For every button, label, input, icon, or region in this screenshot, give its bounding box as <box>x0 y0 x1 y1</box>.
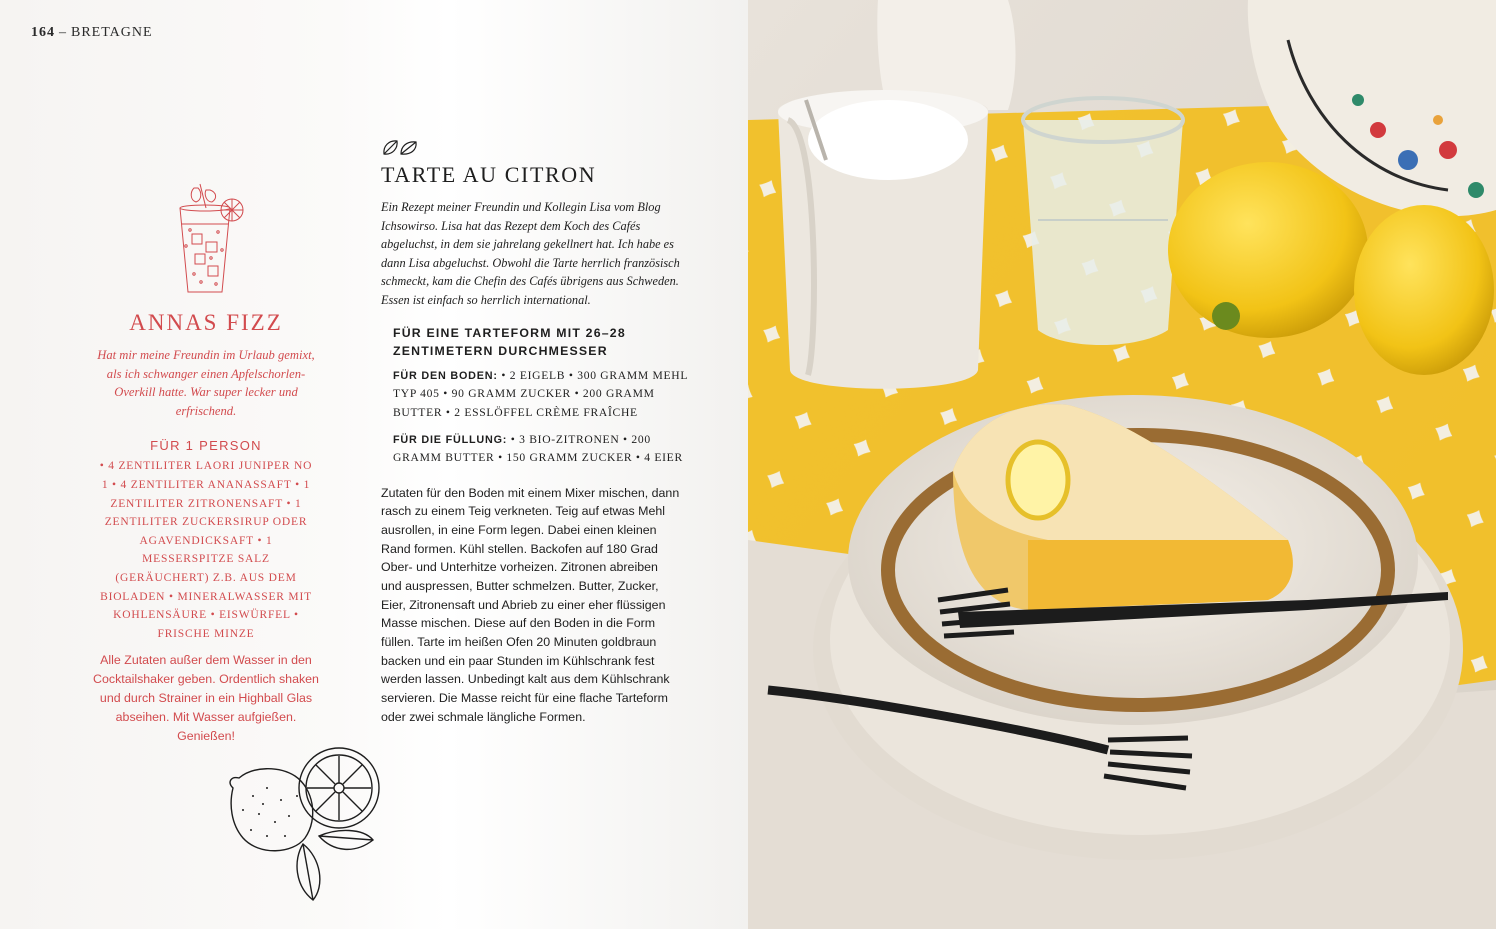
cocktail-method: Alle Zutaten außer dem Wasser in den Cocktailshaker geben. Ordentlich shaken und durch Strainer in ein Highball Glas abseihen. Mit Wasser aufgießen. Genießen! <box>93 653 319 743</box>
filling-label: FÜR DIE FÜLLUNG: <box>393 433 508 446</box>
cocktail-ingredients: • 4 ZENTILITER LAORI JUNIPER NO 1 • 4 ZENTILITER ANANASSAFT • 1 ZENTILITER ZITRONENSAFT • 1 ZENTILITER ZUCKERSIRUP ODER AGAVENDICKSAFT • 1 MESSERSPITZE SALZ (GERÄUCHERT) Z.B. AUS DEM BIOLADEN • MINERALWASSER MIT KOHLENSÄURE • EISWÜRFEL • FRISCHE MINZE <box>99 460 313 640</box>
tarte-photo <box>748 0 1496 929</box>
recipe-method: Zutaten für den Boden mit einem Mixer mischen, dann rasch zu einem Teig verkneten. Teig auf etwas Mehl ausrollen, in eine Form legen. Dabei einen kleinen Rand formen. Kühl stellen. Backofen auf 180 Grad Ober- und Unterhitze vorheizen. Zitronen abreiben und auspressen, Butter schmelzen. Butter, Zucker, Eier, Zitronensaft und Abrieb zu einer eher flüssigen Masse mischen. Diese auf den Boden in die Form füllen. Tarte im heißen Ofen 20 Minuten goldbraun backen und ein paar Stunden im Kühlschrank fest werden lassen. Unbedingt kalt aus dem Kühlschrank servieren. Die Masse reicht für eine flache Tarteform oder zwei schmale längliche Formen. <box>381 485 680 724</box>
tarte-recipe <box>381 138 693 726</box>
cocktail-serves: FÜR 1 PERSON <box>150 438 262 454</box>
recipe-form-size: FÜR EINE TARTEFORM MIT 26–28 ZENTIMETERN DURCHMESSER <box>393 325 626 359</box>
section-name: BRETAGNE <box>71 25 153 40</box>
cocktail-intro: Hat mir meine Freundin im Urlaub gemixt, als ich schwanger einen Apfelschorlen-Overkill hatte. War super lecker und erfrischend. <box>97 348 315 418</box>
lemon-illustration-icon <box>223 740 383 902</box>
page-header <box>31 25 153 41</box>
recipe-intro: Ein Rezept meiner Freundin und Kollegin Lisa vom Blog Ichsowirso. Lisa hat das Rezept dem Koch des Cafés abgeluchst, in dem sie jahrelang gekellnert hat. Ich habe es dann Lisa abgeluchst. Obwohl die Tarte herrlich französisch schmeckt, kam die Chefin des Cafés übrigens aus Schweden. Essen ist einfach so herrlich international. <box>381 200 680 307</box>
base-items: • 2 EIGELB • 300 GRAMM MEHL TYP 405 • 90 GRAMM ZUCKER • 200 GRAMM BUTTER • 2 ESSLÖFFEL CRÈME FRAÎCHE <box>393 368 688 419</box>
page-number: 164 <box>31 25 55 40</box>
herb-leaf-icon <box>381 138 421 158</box>
filling-items: • 3 BIO-ZITRONEN • 200 GRAMM BUTTER • 150 GRAMM ZUCKER • 4 EIER <box>393 432 683 465</box>
header-separator: – <box>59 25 67 40</box>
recipe-filling-ingredients <box>393 431 693 468</box>
recipe-base-ingredients <box>393 367 693 423</box>
recipe-title: TARTE AU CITRON <box>381 162 597 187</box>
cocktail-recipe <box>93 180 319 745</box>
cocktail-title: ANNAS FIZZ <box>129 310 283 335</box>
base-label: FÜR DEN BODEN: <box>393 369 498 382</box>
cocktail-glass-icon <box>166 180 246 298</box>
